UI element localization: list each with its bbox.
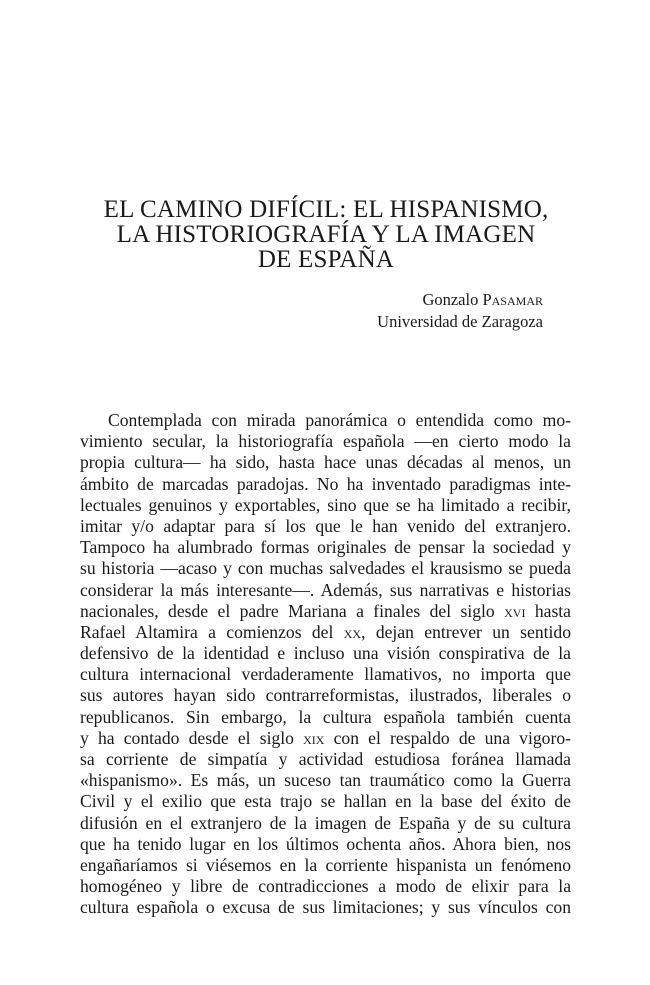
body-line: «hispanismo». Es más, un suceso tan traumático como la Guerra xyxy=(80,770,571,791)
author-surname: Pasamar xyxy=(482,290,543,309)
chapter-title xyxy=(80,197,572,272)
body-line: y ha contado desde el siglo xix con el respaldo de una vigoro- xyxy=(80,727,571,748)
body-line: lectuales genuinos y exportables, sino que se ha limitado a recibir, xyxy=(80,494,571,515)
body-line: considerar la más interesante—. Además, sus narrativas e historias xyxy=(80,579,571,600)
body-line: cultura española o excusa de sus limitaciones; y sus vínculos con xyxy=(80,897,571,918)
chapter-title-line-2: LA HISTORIOGRAFÍA Y LA IMAGEN xyxy=(116,221,536,248)
body-line: imitar y/o adaptar para sí los que le han venido del extranjero. xyxy=(80,515,571,536)
body-line: Tampoco ha alumbrado formas originales de pensar la sociedad y xyxy=(80,537,571,558)
body-line: propia cultura— ha sido, hasta hace unas décadas al menos, un xyxy=(80,452,571,473)
body-line: su historia —acaso y con muchas salvedades el krausismo se pueda xyxy=(80,558,571,579)
body-line: homogéneo y libre de contradicciones a modo de elixir para la xyxy=(80,876,571,897)
body-line: republicanos. Sin embargo, la cultura española también cuenta xyxy=(80,706,571,727)
body-line: Civil y el exilio que esta trajo se hallan en la base del éxito de xyxy=(80,791,571,812)
body-line: vimiento secular, la historiografía española —en cierto modo la xyxy=(80,431,571,452)
body-line: ámbito de marcadas paradojas. No ha inventado paradigmas inte- xyxy=(80,473,571,494)
chapter-title-line-3: DE ESPAÑA xyxy=(257,246,395,273)
body-line: que ha tenido lugar en los últimos ochenta años. Ahora bien, nos xyxy=(80,833,571,854)
body-line: cultura internacional verdaderamente llamativos, no importa que xyxy=(80,664,571,685)
body-line: engañaríamos si viésemos en la corriente hispanista un fenómeno xyxy=(80,854,571,875)
body-line: difusión en el extranjero de la imagen de España y de su cultura xyxy=(80,812,571,833)
body-line: Rafael Altamira a comienzos del xx, dejan entrever un sentido xyxy=(80,621,571,642)
body-paragraph xyxy=(80,410,571,919)
author-given-name: Gonzalo xyxy=(422,290,479,309)
body-line: nacionales, desde el padre Mariana a finales del siglo xvi hasta xyxy=(80,600,571,621)
body-line: sa corriente de simpatía y actividad estudiosa foránea llamada xyxy=(80,749,571,769)
body-line: defensivo de la identidad e incluso una visión conspirativa de la xyxy=(80,643,571,664)
author-affiliation: Universidad de Zaragoza xyxy=(377,312,543,331)
author-name xyxy=(422,289,543,311)
body-line: sus autores hayan sido contrarreformistas, ilustrados, liberales o xyxy=(80,685,571,706)
body-line: Contemplada con mirada panorámica o entendida como mo- xyxy=(108,410,571,430)
chapter-title-line-1: EL CAMINO DIFÍCIL: EL HISPANISMO, xyxy=(103,196,549,223)
